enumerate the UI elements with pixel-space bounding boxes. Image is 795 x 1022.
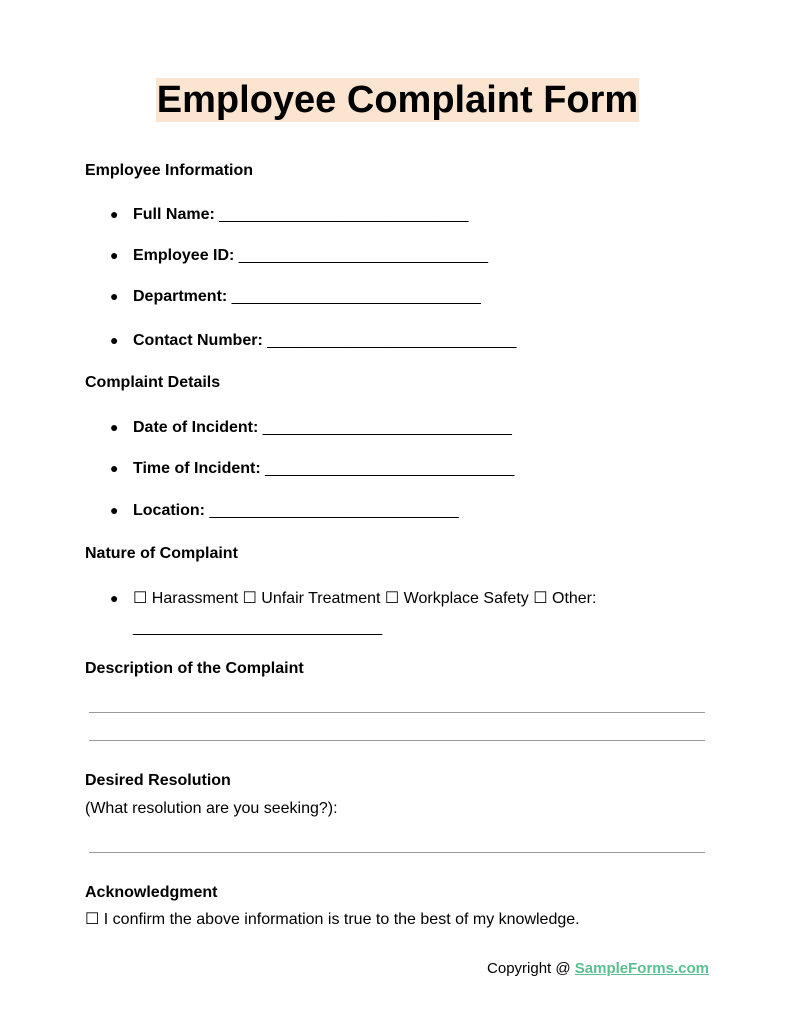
resolution-line[interactable] — [89, 852, 705, 853]
field-blank[interactable]: ____________________________ — [219, 206, 469, 223]
section-heading-description: Description of the Complaint — [85, 660, 304, 677]
nature-checkbox-options[interactable]: ☐ Harassment ☐ Unfair Treatment ☐ Workplace Safety ☐ Other: — [133, 590, 597, 607]
field-blank[interactable]: ____________________________ — [238, 247, 488, 264]
field-label: Employee ID: — [133, 247, 235, 264]
bullet-icon: ● — [110, 590, 119, 606]
field-label: Time of Incident: — [133, 460, 261, 477]
section-heading-acknowledgment: Acknowledgment — [85, 884, 218, 901]
field-blank[interactable]: ____________________________ — [267, 332, 517, 349]
field-blank[interactable]: ____________________________ — [209, 502, 459, 519]
field-time-of-incident — [110, 458, 514, 479]
bullet-icon: ● — [110, 419, 119, 435]
field-location — [110, 500, 459, 521]
bullet-icon: ● — [110, 247, 119, 263]
field-blank[interactable]: ____________________________ — [231, 288, 481, 305]
field-label: Department: — [133, 288, 228, 305]
field-date-of-incident — [110, 417, 512, 438]
field-label: Date of Incident: — [133, 419, 259, 436]
field-contact-number — [110, 330, 516, 351]
field-full-name — [110, 204, 468, 225]
field-department — [110, 286, 481, 307]
section-heading-desired-resolution: Desired Resolution — [85, 772, 231, 789]
title-wrapper — [0, 78, 795, 122]
bullet-icon: ● — [110, 332, 119, 348]
bullet-icon: ● — [110, 288, 119, 304]
brand-link[interactable]: SampleForms.com — [574, 960, 709, 977]
other-blank[interactable]: ____________________________ — [133, 619, 383, 636]
field-blank[interactable]: ____________________________ — [262, 419, 512, 436]
acknowledgment-checkbox[interactable]: ☐ I confirm the above information is true to the best of my knowledge. — [85, 911, 580, 928]
field-employee-id — [110, 245, 488, 266]
section-heading-nature-of-complaint: Nature of Complaint — [85, 545, 238, 562]
field-blank[interactable]: ____________________________ — [265, 460, 515, 477]
description-line-1[interactable] — [89, 712, 705, 713]
field-label: Full Name: — [133, 206, 215, 223]
section-heading-employee-information: Employee Information — [85, 162, 254, 179]
bullet-icon: ● — [110, 502, 119, 518]
bullet-icon: ● — [110, 206, 119, 222]
copyright-prefix: Copyright @ — [487, 960, 575, 977]
field-label: Location: — [133, 502, 205, 519]
field-label: Contact Number: — [133, 332, 263, 349]
resolution-prompt: (What resolution are you seeking?): — [85, 800, 338, 817]
bullet-icon: ● — [110, 460, 119, 476]
description-line-2[interactable] — [89, 740, 705, 741]
copyright-notice — [487, 959, 709, 979]
section-heading-complaint-details: Complaint Details — [85, 374, 221, 391]
nature-options — [110, 588, 596, 609]
page-title: Employee Complaint Form — [156, 79, 639, 121]
